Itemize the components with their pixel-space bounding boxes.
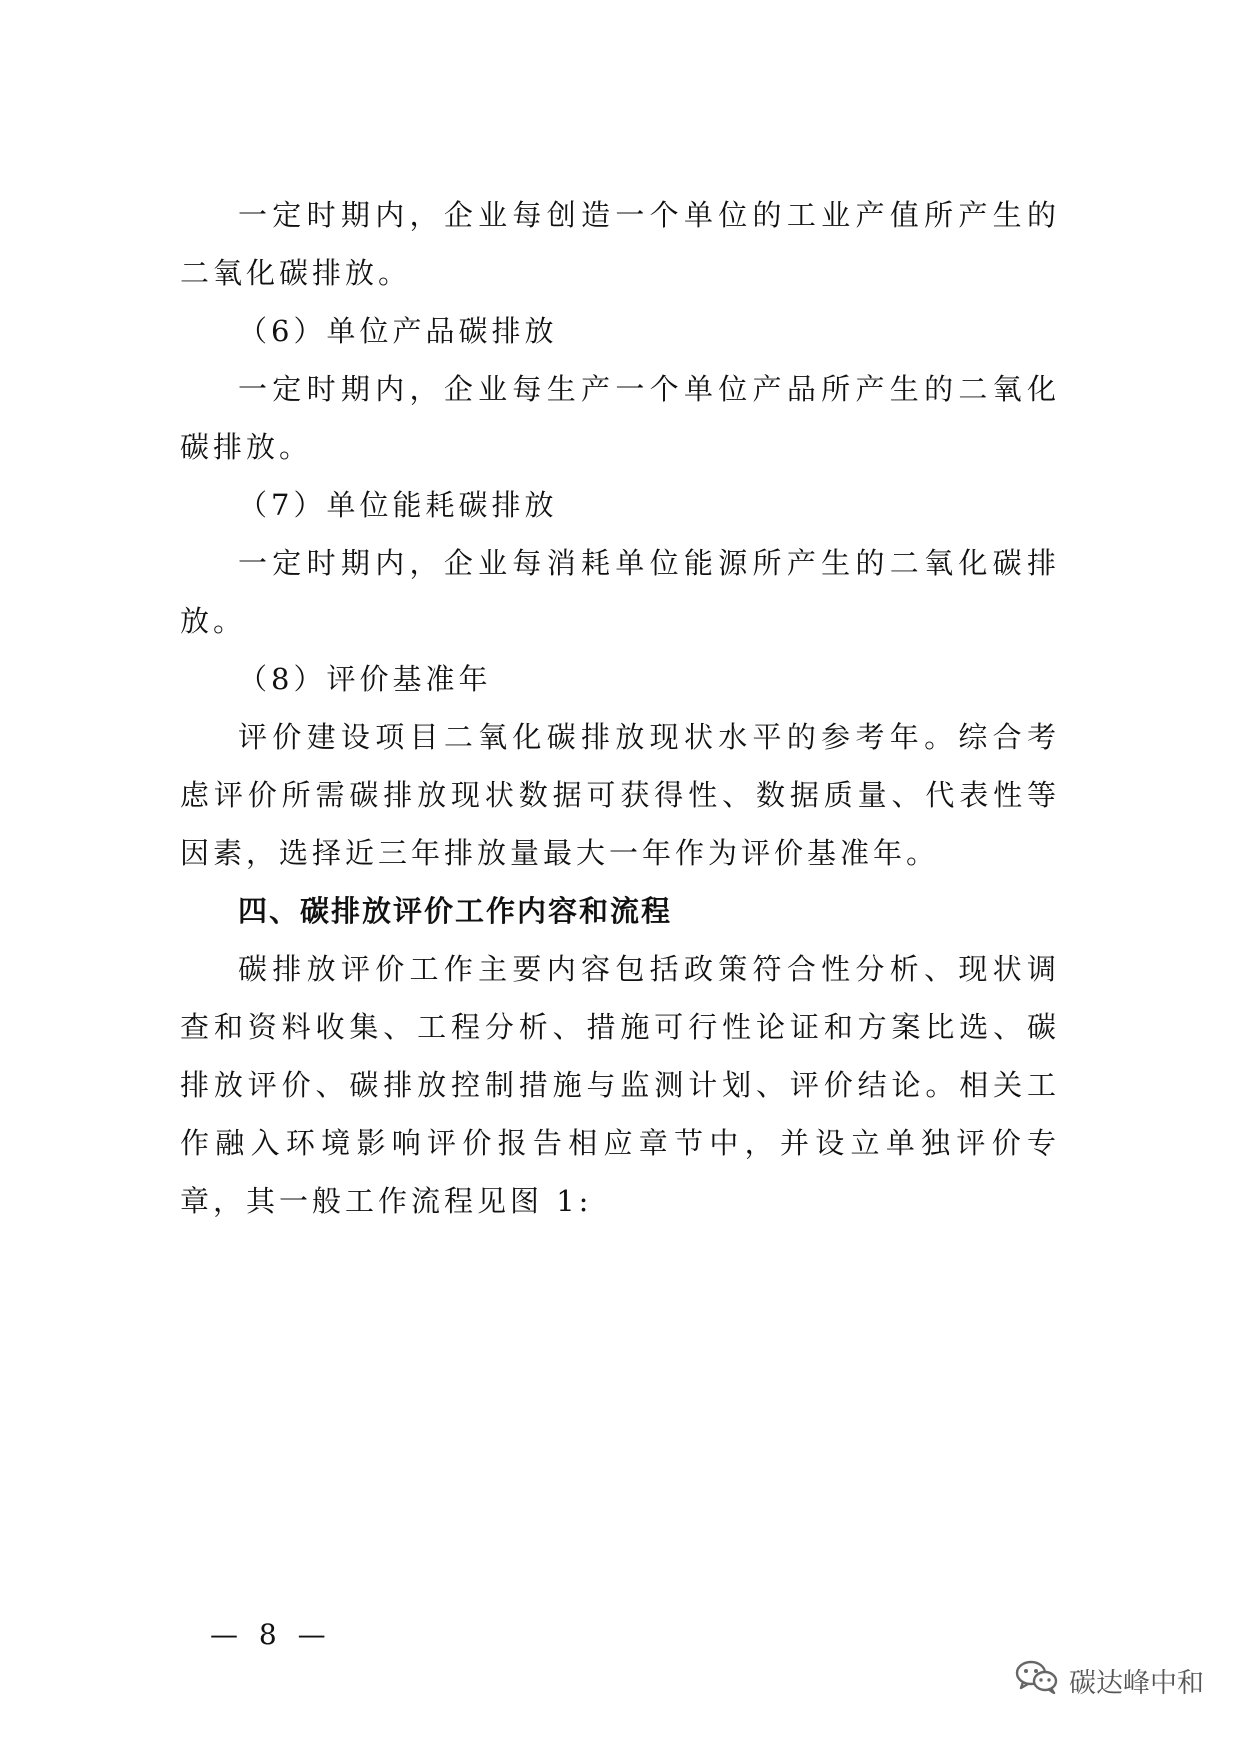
definition-paragraph-output-value: 一定时期内，企业每创造一个单位的工业产值所产生的二氧化碳排放。 [180, 198, 1060, 290]
definition-paragraph-unit-energy: 一定时期内，企业每消耗单位能源所产生的二氧化碳排放。 [180, 546, 1060, 638]
wechat-icon [1015, 1660, 1059, 1701]
definition-paragraph-unit-product: 一定时期内，企业每生产一个单位产品所产生的二氧化碳排放。 [180, 372, 1060, 464]
heading-unit-energy-emission: （7）单位能耗碳排放 [238, 488, 558, 522]
heading-unit-product-emission: （6）单位产品碳排放 [238, 314, 558, 348]
section-heading-four: 四、碳排放评价工作内容和流程 [238, 894, 673, 928]
section-four-paragraph: 碳排放评价工作主要内容包括政策符合性分析、现状调查和资料收集、工程分析、措施可行性论证和方案比选、碳排放评价、碳排放控制措施与监测计划、评价结论。相关工作融入环境影响评价报告相应章节中，并设立单独评价专章，其一般工作流程见图 1: [180, 952, 1060, 1218]
heading-evaluation-base-year: （8）评价基准年 [238, 662, 492, 696]
definition-paragraph-base-year: 评价建设项目二氧化碳排放现状水平的参考年。综合考虑评价所需碳排放现状数据可获得性、数据质量、代表性等因素，选择近三年排放量最大一年作为评价基准年。 [180, 720, 1060, 870]
watermark [1015, 1660, 1204, 1701]
page-number: — 8 — [210, 1618, 332, 1651]
watermark-text: 碳达峰中和 [1069, 1668, 1204, 1699]
document-body [180, 186, 1060, 1230]
